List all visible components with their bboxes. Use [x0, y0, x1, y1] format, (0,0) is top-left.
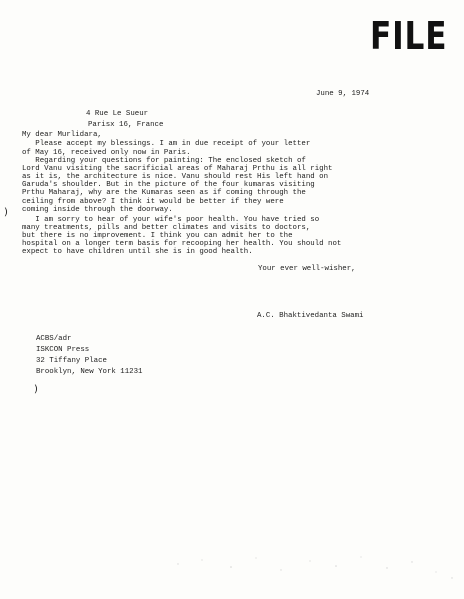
body-line: expect to have children until she is in good health. [22, 248, 253, 256]
salutation: My dear Murlidara, [22, 131, 102, 139]
body-line: ceiling from above? I think it would be better if they were [22, 198, 284, 206]
paper-specks [160, 548, 460, 588]
address-line: Parisx 16, France [88, 121, 164, 129]
body-line: Regarding your questions for painting: The enclosed sketch of [22, 157, 306, 165]
body-line: hospital on a longer term basis for recooping her health. You should not [22, 240, 342, 248]
body-line: but there is no improvement. I think you can admit her to the [22, 232, 293, 240]
footer-line: 32 Tiffany Place [36, 357, 107, 365]
margin-mark: ) [34, 384, 38, 395]
body-line: coming inside through the doorway. [22, 206, 173, 214]
footer-line: ACBS/adr [36, 335, 72, 343]
footer-line: ISKCON Press [36, 346, 90, 354]
letter-date: June 9, 1974 [316, 90, 370, 98]
body-line: many treatments, pills and better climates and visits to doctors, [22, 224, 311, 232]
file-stamp: FILE [370, 14, 448, 58]
signature: A.C. Bhaktivedanta Swami [257, 312, 364, 320]
body-line: as it is, the architecture is nice. Vanu should rest His left hand on [22, 173, 329, 181]
body-line: I am sorry to hear of your wife's poor health. You have tried so [22, 216, 320, 224]
body-line: Garuda's shoulder. But in the picture of the four kumaras visiting [22, 181, 315, 189]
margin-mark: ) [4, 207, 8, 218]
body-line: Please accept my blessings. I am in due receipt of your letter [22, 140, 311, 148]
body-line: of May 16, received only now in Paris. [22, 149, 191, 157]
address-line: 4 Rue Le Sueur [86, 110, 149, 118]
closing: Your ever well-wisher, [258, 265, 356, 273]
body-line: Lord Vanu visiting the sacrificial areas of Maharaj Prthu is all right [22, 165, 333, 173]
body-line: Prthu Maharaj, why are the Kumaras seen as if coming through the [22, 189, 306, 197]
footer-line: Brooklyn, New York 11231 [36, 368, 143, 376]
